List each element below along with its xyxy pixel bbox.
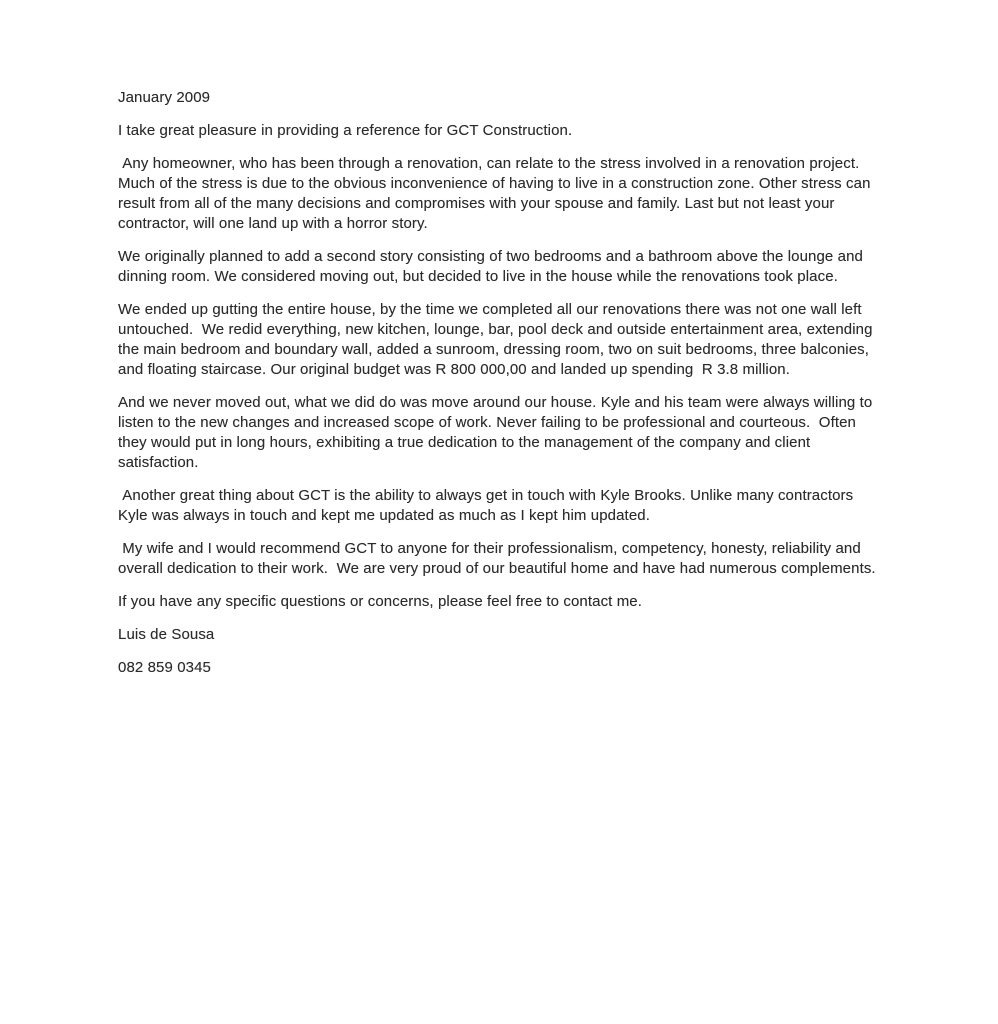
letter-date: January 2009: [118, 89, 211, 106]
letter-paragraph-intro: I take great pleasure in providing a reference for GCT Construction.: [118, 122, 573, 139]
letter-body: [118, 88, 883, 678]
letter-paragraph-team: And we never moved out, what we did do was move around our house. Kyle and his team were always willing to listen to the new changes and increased scope of work. Never failing to be professional and courteous. Often they would put in long hours, exhibiting a true dedication to the management of the company and client satisfaction.: [118, 394, 877, 471]
letter-paragraph-renovation-scope: We ended up gutting the entire house, by the time we completed all our renovations there was not one wall left untouched. We redid everything, new kitchen, lounge, bar, pool deck and outside entertainment area, extending the main bedroom and boundary wall, added a sunroom, dressing room, two on suit bedrooms, three balconies, and floating staircase. Our original budget was R 800 000,00 and landed up spending R 3.8 million.: [118, 301, 877, 378]
signature-name: Luis de Sousa: [118, 626, 215, 643]
letter-paragraph-recommendation: My wife and I would recommend GCT to anyone for their professionalism, competency, honesty, reliability and overall dedication to their work. We are very proud of our beautiful home and have had numerous complements.: [118, 540, 876, 577]
letter-paragraph-stress: Any homeowner, who has been through a renovation, can relate to the stress involved in a renovation project. Much of the stress is due to the obvious inconvenience of having to live in a construction zone. Other stress can result from all of the many decisions and compromises with your spouse and family. Last but not least your contractor, will one land up with a horror story.: [118, 155, 875, 232]
letter-paragraph-closing: If you have any specific questions or concerns, please feel free to contact me.: [118, 593, 643, 610]
letter-paragraph-contact-kyle: Another great thing about GCT is the ability to always get in touch with Kyle Brooks. Unlike many contractors Kyle was always in touch and kept me updated as much as I kept him updated.: [118, 487, 858, 524]
letter-paragraph-plan: We originally planned to add a second story consisting of two bedrooms and a bathroom above the lounge and dinning room. We considered moving out, but decided to live in the house while the renovations took place.: [118, 248, 868, 285]
signature-phone: 082 859 0345: [118, 659, 211, 676]
